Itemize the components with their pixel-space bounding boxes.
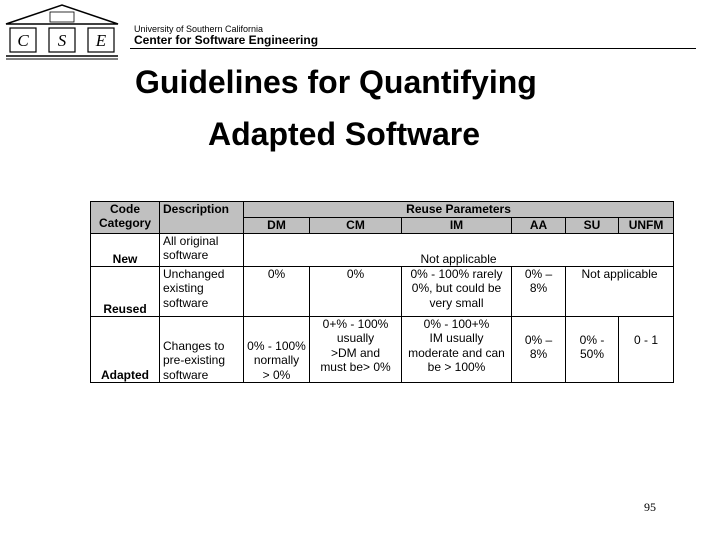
row-new-not-applicable: Not applicable bbox=[244, 234, 674, 267]
reused-su-unfm: Not applicable bbox=[566, 267, 674, 317]
header-reuse-parameters: Reuse Parameters bbox=[244, 202, 674, 218]
reused-dm: 0% bbox=[244, 267, 310, 317]
header-code-category: Code Category bbox=[91, 202, 160, 234]
table-row-reused bbox=[91, 267, 674, 317]
table-row-adapted bbox=[91, 317, 674, 383]
header-cm: CM bbox=[310, 218, 402, 234]
header-rule bbox=[130, 48, 696, 49]
university-name: University of Southern California bbox=[134, 24, 264, 34]
reused-aa: 0% – 8% bbox=[512, 267, 566, 317]
header-description: Description bbox=[160, 202, 244, 234]
logo-letter-c: C bbox=[17, 31, 29, 50]
adapted-aa: 0% – 8% bbox=[512, 317, 566, 383]
adapted-su: 0% - 50% bbox=[566, 317, 619, 383]
row-description-adapted: Changes to pre-existing software bbox=[160, 317, 244, 383]
row-description-new: All original software bbox=[160, 234, 244, 267]
logo-letter-e: E bbox=[95, 31, 107, 50]
row-description-reused: Unchanged existing software bbox=[160, 267, 244, 317]
slide-title-line-1: Guidelines for Quantifying bbox=[135, 64, 537, 100]
slide-title-line-2: Adapted Software bbox=[208, 116, 481, 152]
header-im: IM bbox=[402, 218, 512, 234]
reuse-guidelines-table bbox=[90, 201, 674, 383]
reused-cm: 0% bbox=[310, 267, 402, 317]
row-label-adapted: Adapted bbox=[91, 317, 160, 383]
header-aa: AA bbox=[512, 218, 566, 234]
adapted-im: 0% - 100+% IM usually moderate and can be > 100% bbox=[402, 317, 512, 383]
logo-letter-s: S bbox=[57, 31, 67, 50]
adapted-cm: 0+% - 100% usually >DM and must be> 0% bbox=[310, 317, 402, 383]
cse-logo bbox=[4, 2, 120, 62]
page-number: 95 bbox=[644, 500, 656, 514]
header-dm: DM bbox=[244, 218, 310, 234]
row-label-new: New bbox=[91, 234, 160, 267]
row-label-reused: Reused bbox=[91, 267, 160, 317]
reused-im: 0% - 100% rarely 0%, but could be very small bbox=[402, 267, 512, 317]
adapted-unfm: 0 - 1 bbox=[619, 317, 674, 383]
header-unfm: UNFM bbox=[619, 218, 674, 234]
table-row-new bbox=[91, 234, 674, 267]
header-su: SU bbox=[566, 218, 619, 234]
center-name: Center for Software Engineering bbox=[134, 33, 319, 47]
adapted-dm: 0% - 100% normally > 0% bbox=[244, 317, 310, 383]
